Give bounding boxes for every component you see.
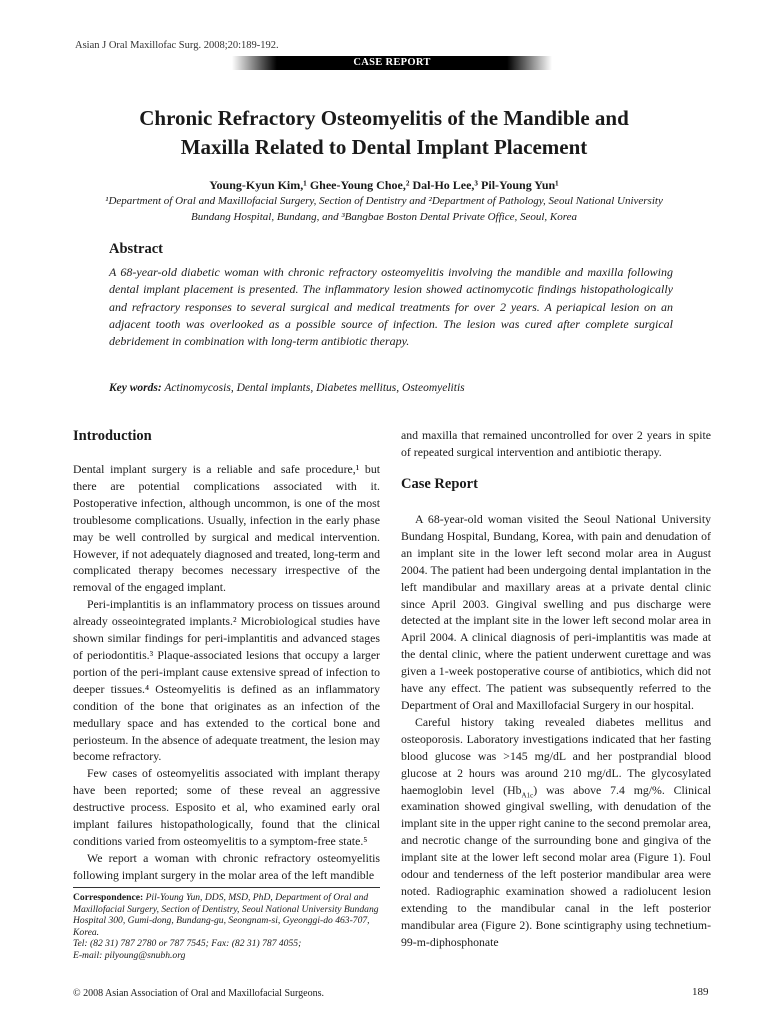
- intro-paragraph-2: Peri-implantitis is an inflammatory process on tissues around already osseointegrated implants.² Microbiological studies have shown similar findings for peri-implantitis and advanced stages of periodontitis.³ Plaque-associated lesions that occupy a larger portion of the peri-implant cause extensive spread of infection to deeper tissues.⁴ Osteomyelitis is defined as an inflammatory condition of the bone that originates as an infection of the medullary space and has extended to the cortical bone and periosteum. In the absence of adequate treatment, the lesion may become refractory.: [73, 597, 380, 764]
- hba1c-subscript: A1c: [521, 790, 534, 799]
- footer-copyright: © 2008 Asian Association of Oral and Maxillofacial Surgeons.: [73, 988, 324, 999]
- case-paragraph-2-part-b: ) was above 7.4 mg/%. Clinical examination showed gingival swelling, with denudation of the implant site in the upper right canine to the second premolar area, and necrotic change of the surrounding bone and gingiva of the implant site at the lower left second molar area (Figure 1). Foul odour and tenderness of the left posterior mandibular area were noted. Radiographic examination showed a radiolucent lesion extending to the mandibular canal in the left posterior mandibular area (Figure 2). Bone scintigraphy using technetium-99-m-diphosphonate: [401, 782, 712, 949]
- keywords-text: Actinomycosis, Dental implants, Diabetes mellitus, Osteomyelitis: [161, 382, 465, 394]
- right-column: [401, 511, 711, 951]
- affiliations: [70, 193, 698, 225]
- correspondence-address: Pil-Young Yun, DDS, MSD, PhD, Department of Oral and Maxillofacial Surgery, Section of Dentistry, Seoul National University Bundang Hospital 300, Gumi-dong, Bundang-gu, Seongnam-si, Gyeonggi-do 463-707, Korea.: [73, 892, 379, 938]
- author-list: Young-Kyun Kim,¹ Ghee-Young Choe,² Dal-Ho Lee,³ Pil-Young Yun¹: [209, 178, 559, 192]
- article-type-label: CASE REPORT: [353, 57, 431, 68]
- case-paragraph-2-part-a: Careful history taking revealed diabetes mellitus and osteoporosis. Laboratory investigations indicated that her fasting blood glucose was >145 mg/dL and her postprandial blood glucose at 2 hours was around 210 mg/dL. The glycosylated haemoglobin level (Hb: [401, 714, 711, 797]
- abstract-text: A 68-year-old diabetic woman with chronic refractory osteomyelitis involving the mandible and maxilla following dental implant placement is presented. The inflammatory lesion showed actinomycotic findings histopathologically and refractory responses to several surgical and medical treatments for over 2 years. A periapical lesion on an adjacent tooth was overlooked as a possible source of infection. The lesion was cured after complete surgical debridement in combination with long-term antibiotic therapy.: [109, 265, 673, 349]
- intro-paragraph-1: Dental implant surgery is a reliable and safe procedure,¹ but there are potential complications associated with it. Postoperative infection, although uncommon, is one of the most troublesome complications. Usually, infection in the early phase may be well controlled by surgical and medical intervention. However, if not adequately diagnosed and treated, long-term and complicated therapy becomes necessary irrespective of the removal of the engaged implant.: [73, 462, 380, 595]
- affiliation-line-2: Bundang Hospital, Bundang, and ³Bangbae Boston Dental Private Office, Seoul, Korea: [190, 211, 577, 223]
- page-number: 189: [692, 986, 709, 998]
- keywords-label: Key words:: [109, 382, 162, 394]
- correspondence-label: Correspondence:: [73, 892, 144, 903]
- keywords: [109, 382, 673, 394]
- introduction-heading: Introduction: [73, 428, 152, 444]
- correspondence-email: E-mail: pilyoung@snubh.org: [73, 949, 186, 961]
- intro-continuation: and maxilla that remained uncontrolled for over 2 years in spite of repeated surgical intervention and antibiotic therapy.: [401, 428, 711, 459]
- correspondence-phone: Tel: (82 31) 787 2780 or 787 7545; Fax: (82 31) 787 4055;: [73, 938, 302, 950]
- footnote-divider: [73, 887, 380, 888]
- title-line-1: Chronic Refractory Osteomyelitis of the Mandible and: [139, 106, 629, 130]
- left-column: [73, 461, 380, 884]
- affiliation-line-1: ¹Department of Oral and Maxillofacial Surgery, Section of Dentistry and ²Department of Pathology, Seoul National University: [105, 195, 663, 207]
- correspondence-note: [73, 892, 380, 962]
- intro-paragraph-3: Few cases of osteomyelitis associated with implant therapy have been reported; some of these reveal an aggressive destructive process. Esposito et al, who examined early oral implant failures histopathologically, found that the clinical conditions varied from osteomyelitis to a symptom-free state.⁵: [73, 766, 380, 848]
- right-column-continuation: [401, 427, 711, 461]
- case-paragraph-2: [401, 714, 711, 951]
- journal-reference: Asian J Oral Maxillofac Surg. 2008;20:189-192.: [75, 40, 279, 51]
- article-title: [60, 104, 708, 162]
- abstract-heading: Abstract: [109, 241, 163, 257]
- case-report-heading: Case Report: [401, 476, 478, 492]
- case-paragraph-1: A 68-year-old woman visited the Seoul National University Bundang Hospital, Bundang, Korea, with pain and denudation of an implant site in the lower left second molar area in August 2004. The patient had been undergoing dental implantation in the left mandibular and maxillary areas at a private dental clinic since April 2003. Gingival swelling and pus discharge were detected at the implant site in the lower left second molar area in April 2004. A clinical diagnosis of peri-implantitis was made at the dental clinic, where the patient underwent curettage and was given a 1-week postoperative course of antibiotics, which did not have any effect. The patient was subsequently referred to the Department of Oral and Maxillofacial Surgery in our hospital.: [401, 512, 711, 712]
- article-type-banner: [232, 56, 552, 70]
- title-line-2: Maxilla Related to Dental Implant Placement: [180, 135, 588, 159]
- intro-paragraph-4: We report a woman with chronic refractory osteomyelitis following implant surgery in the molar area of the left mandible: [73, 850, 380, 882]
